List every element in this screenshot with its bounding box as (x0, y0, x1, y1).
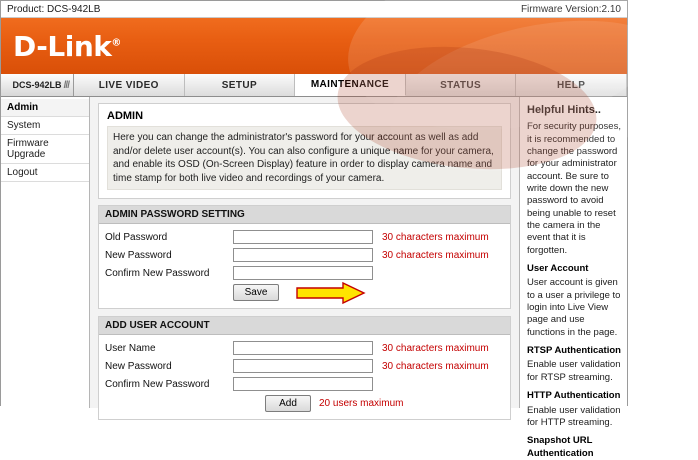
save-button[interactable]: Save (233, 284, 279, 301)
user-name-label: User Name (105, 342, 156, 354)
model-tab (1, 74, 74, 96)
page-title: ADMIN (107, 110, 144, 122)
sidebar-item-admin-label: Admin (7, 102, 39, 113)
user-new-password-row (105, 359, 504, 373)
sidebar-item-system-label: System (7, 120, 41, 131)
brand-banner (1, 18, 627, 74)
hint-text-2: Enable user validation for RTSP streaming. (527, 359, 621, 383)
admin-password-section-body (99, 224, 510, 308)
user-new-password-input[interactable] (233, 359, 373, 373)
old-password-input[interactable] (233, 230, 373, 244)
user-confirm-new-password-label: Confirm New Password (105, 378, 210, 390)
add-user-account-section-body (99, 335, 510, 419)
sidebar-item-firmware-upgrade-label: Firmware Upgrade (7, 138, 49, 160)
old-password-hint: 30 characters maximum (382, 231, 489, 243)
user-name-hint: 30 characters maximum (382, 342, 489, 354)
admin-password-section-title: ADMIN PASSWORD SETTING (99, 206, 510, 224)
user-new-password-hint: 30 characters maximum (382, 360, 489, 372)
add-user-account-section (98, 316, 511, 420)
add-user-hint: 20 users maximum (319, 398, 404, 409)
user-name-input[interactable] (233, 341, 373, 355)
registered-mark: ® (111, 37, 121, 49)
sidebar-item-admin[interactable] (1, 99, 89, 117)
tab-setup[interactable] (185, 74, 296, 96)
add-user-account-section-title: ADD USER ACCOUNT (99, 317, 510, 335)
new-password-input[interactable] (233, 248, 373, 262)
new-password-row (105, 248, 504, 262)
product-label: Product: DCS-942LB (7, 3, 101, 15)
tab-maintenance-label: MAINTENANCE (310, 79, 390, 90)
hint-text-3: Enable user validation for HTTP streaming. (527, 404, 621, 428)
sidebar (1, 97, 90, 408)
annotation-arrow-icon (291, 282, 365, 304)
firmware-version-label: Firmware Version:2.10 (520, 3, 621, 15)
admin-password-section (98, 205, 511, 309)
hint-title-4: Snapshot URL Authentication (527, 435, 594, 459)
user-name-row (105, 341, 504, 355)
dlink-logo (13, 30, 121, 63)
old-password-label: Old Password (105, 231, 168, 243)
tab-status-label: STATUS (440, 79, 482, 91)
user-new-password-label: New Password (105, 360, 172, 372)
dlink-logo-text: D-Link (13, 30, 112, 63)
model-tab-label: DCS-942LB (12, 80, 62, 90)
user-confirm-new-password-input[interactable] (233, 377, 373, 391)
tab-live-video-label: LIVE VIDEO (98, 79, 159, 91)
sidebar-item-logout-label: Logout (7, 167, 38, 178)
new-password-hint: 30 characters maximum (382, 249, 489, 261)
new-password-label: New Password (105, 249, 172, 261)
sidebar-item-system[interactable] (1, 117, 89, 135)
hint-title-1: User Account (527, 263, 589, 275)
confirm-new-password-label: Confirm New Password (105, 267, 210, 279)
sidebar-item-firmware-upgrade[interactable] (1, 135, 89, 164)
hint-title-2: RTSP Authentication (527, 345, 621, 357)
confirm-new-password-row (105, 266, 504, 280)
add-user-button-row (105, 395, 504, 412)
tab-help-label: HELP (557, 79, 586, 91)
page-description: Here you can change the administrator's password for your account as well as add and/or delete user account(s). You can also configure a unique name for your camera, and enable its OSD (On-Screen Display) feature in order to display camera name and time stamp for both live video and recordings of your camera. (107, 126, 502, 190)
admin-password-button-row (105, 284, 504, 301)
add-user-button[interactable]: Add (265, 395, 311, 412)
tab-live-video[interactable] (74, 74, 185, 96)
hint-text-0: For security purposes, it is recommended to change the password for your administrator account. Be sure to write down the new password to avoid being unable to reset the camera in the event that it is forgotten. (527, 121, 621, 256)
slashes-icon: /// (63, 79, 69, 91)
hint-title-3: HTTP Authentication (527, 390, 621, 402)
sidebar-item-logout[interactable] (1, 164, 89, 182)
confirm-new-password-input[interactable] (233, 266, 373, 280)
tab-setup-label: SETUP (221, 79, 258, 91)
helpful-hints-heading: Helpful Hints.. (527, 104, 601, 116)
hint-text-1: User account is given to a user a privilege to login into Live View page and use functions in the page. (527, 277, 621, 338)
old-password-row (105, 230, 504, 244)
user-confirm-new-password-row (105, 377, 504, 391)
